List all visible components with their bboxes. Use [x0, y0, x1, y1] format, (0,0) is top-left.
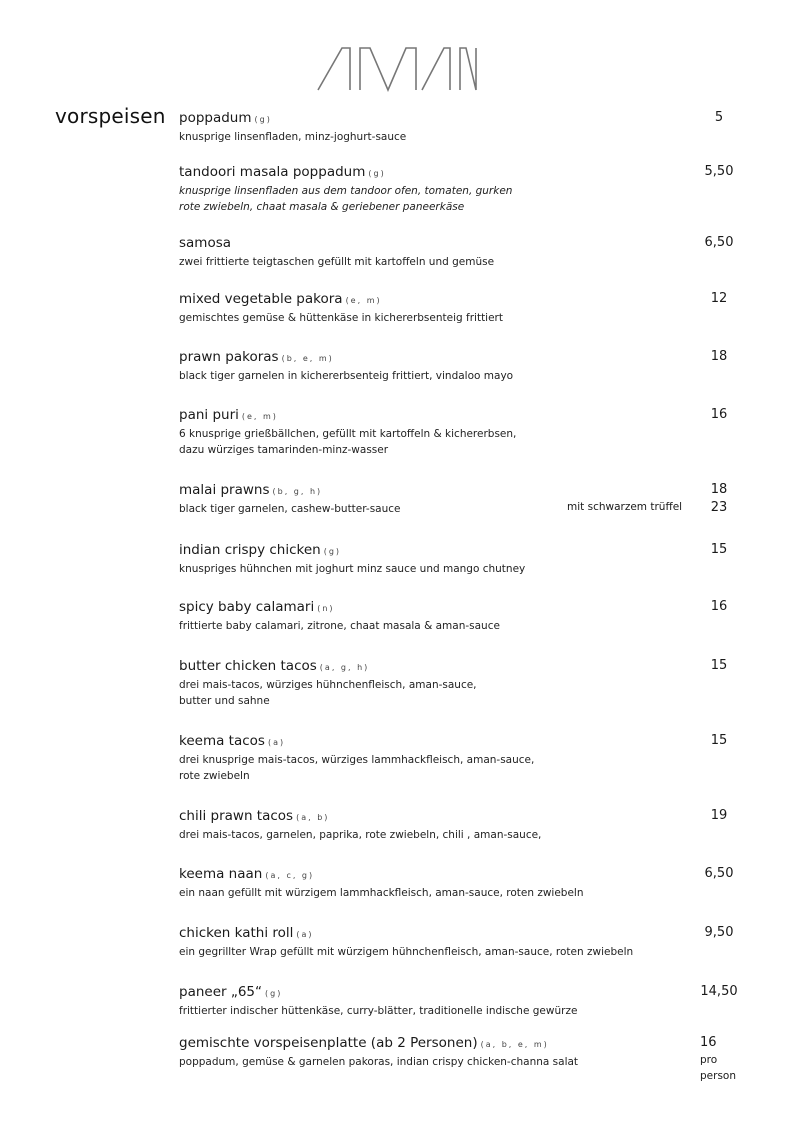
item-name: tandoori masala poppadum (g) — [179, 164, 386, 180]
item-allergens: (g) — [254, 115, 272, 124]
item-price-unit — [700, 1052, 736, 1084]
menu-item — [179, 163, 739, 215]
item-allergens: (g) — [368, 169, 386, 178]
item-allergens: (g) — [323, 547, 342, 556]
item-name: poppadum (g) — [179, 110, 272, 126]
item-price: 6,50 — [704, 235, 734, 250]
item-allergens: (a) — [267, 738, 286, 747]
item-description: drei mais-tacos, würziges hühnchenfleisch, aman-sauce, — [179, 679, 477, 691]
item-price: 5 — [714, 110, 724, 125]
item-description: dazu würziges tamarinden-minz-wasser — [179, 444, 389, 456]
menu-item — [179, 598, 739, 634]
item-description: gemischtes gemüse & hüttenkäse in kichererbsenteig frittiert — [179, 312, 503, 324]
item-name: butter chicken tacos (a, g, h) — [179, 658, 370, 674]
item-allergens: (e, m) — [241, 412, 278, 421]
item-description: drei mais-tacos, garnelen, paprika, rote zwiebeln, chili , aman-sauce, — [179, 829, 542, 841]
item-description: ein gegrillter Wrap gefüllt mit würzigem hühnchenfleisch, aman-sauce, roten zwiebeln — [179, 946, 634, 958]
item-name: chicken kathi roll (a) — [179, 925, 314, 941]
item-name: samosa — [179, 235, 232, 251]
menu-item — [179, 290, 739, 326]
menu-item — [179, 406, 739, 458]
menu-item — [179, 541, 739, 577]
item-description: knuspriges hühnchen mit joghurt minz sauce und mango chutney — [179, 563, 526, 575]
item-description: rote zwiebeln — [179, 770, 250, 782]
item-option-note: mit schwarzem trüffel — [567, 501, 683, 513]
item-name: spicy baby calamari (n) — [179, 599, 335, 615]
menu-item — [179, 657, 739, 709]
menu-item — [179, 481, 739, 517]
item-price: 14,50 — [700, 984, 738, 999]
item-description: frittierter indischer hüttenkäse, curry-blätter, traditionelle indische gewürze — [179, 1005, 578, 1017]
item-description: frittierte baby calamari, zitrone, chaat masala & aman-sauce — [179, 620, 500, 632]
item-option-price: 23 — [710, 500, 728, 515]
item-name: gemischte vorspeisenplatte (ab 2 Personen) (a, b, e, m) — [179, 1035, 549, 1051]
item-name: malai prawns (b, g, h) — [179, 482, 323, 498]
item-name: indian crispy chicken (g) — [179, 542, 342, 558]
item-description: butter und sahne — [179, 695, 270, 707]
section-title: vorspeisen — [55, 104, 166, 128]
item-description: ein naan gefüllt mit würzigem lammhackfleisch, aman-sauce, roten zwiebeln — [179, 887, 584, 899]
item-price: 16 — [710, 599, 728, 614]
item-name: keema tacos (a) — [179, 733, 286, 749]
item-allergens: (g) — [265, 989, 283, 998]
item-allergens: (e, m) — [345, 296, 382, 305]
item-price: 16 — [700, 1035, 717, 1050]
item-allergens: (n) — [317, 604, 335, 613]
item-price: 6,50 — [704, 866, 734, 881]
item-price: 16 — [710, 407, 728, 422]
menu-item — [179, 732, 739, 784]
item-description: zwei frittierte teigtaschen gefüllt mit kartoffeln und gemüse — [179, 256, 495, 268]
menu-item — [179, 865, 739, 901]
item-description: 6 knusprige grießbällchen, gefüllt mit kartoffeln & kichererbsen, — [179, 428, 517, 440]
item-name: pani puri (e, m) — [179, 407, 278, 423]
item-price: 15 — [710, 542, 728, 557]
item-name: prawn pakoras (b, e, m) — [179, 349, 334, 365]
price-unit-line: pro — [700, 1054, 718, 1066]
item-name: keema naan (a, c, g) — [179, 866, 315, 882]
menu-item — [179, 807, 739, 843]
item-allergens: (a, b) — [296, 813, 330, 822]
item-price: 12 — [710, 291, 728, 306]
menu-item — [179, 234, 739, 270]
aman-logo — [316, 44, 478, 92]
menu-item — [179, 348, 739, 384]
item-description: black tiger garnelen, cashew-butter-sauce — [179, 503, 401, 515]
item-allergens: (a) — [296, 930, 314, 939]
item-allergens: (a, b, e, m) — [480, 1040, 549, 1049]
menu-item — [179, 983, 739, 1019]
item-price: 19 — [710, 808, 728, 823]
item-price: 18 — [710, 349, 728, 364]
menu-item — [179, 924, 739, 960]
menu-item — [179, 1034, 739, 1082]
item-price: 15 — [710, 658, 728, 673]
item-price: 9,50 — [704, 925, 734, 940]
item-description: knusprige linsenfladen aus dem tandoor ofen, tomaten, gurken — [179, 185, 513, 197]
item-price: 18 — [710, 482, 728, 497]
item-description: black tiger garnelen in kichererbsenteig frittiert, vindaloo mayo — [179, 370, 514, 382]
item-allergens: (b, e, m) — [281, 354, 334, 363]
item-price: 5,50 — [704, 164, 734, 179]
item-name: mixed vegetable pakora (e, m) — [179, 291, 382, 307]
item-description: rote zwiebeln, chaat masala & geriebener paneerkäse — [179, 201, 465, 213]
item-name: paneer „65“ (g) — [179, 984, 283, 1000]
item-description: drei knusprige mais-tacos, würziges lammhackfleisch, aman-sauce, — [179, 754, 535, 766]
price-unit-line: person — [700, 1070, 736, 1082]
item-allergens: (a, g, h) — [319, 663, 370, 672]
item-description: knusprige linsenfladen, minz-joghurt-sauce — [179, 131, 407, 143]
item-allergens: (b, g, h) — [272, 487, 323, 496]
item-allergens: (a, c, g) — [265, 871, 315, 880]
item-name: chili prawn tacos (a, b) — [179, 808, 330, 824]
item-price: 15 — [710, 733, 728, 748]
item-description: poppadum, gemüse & garnelen pakoras, indian crispy chicken-channa salat — [179, 1056, 579, 1068]
menu-item — [179, 109, 739, 145]
